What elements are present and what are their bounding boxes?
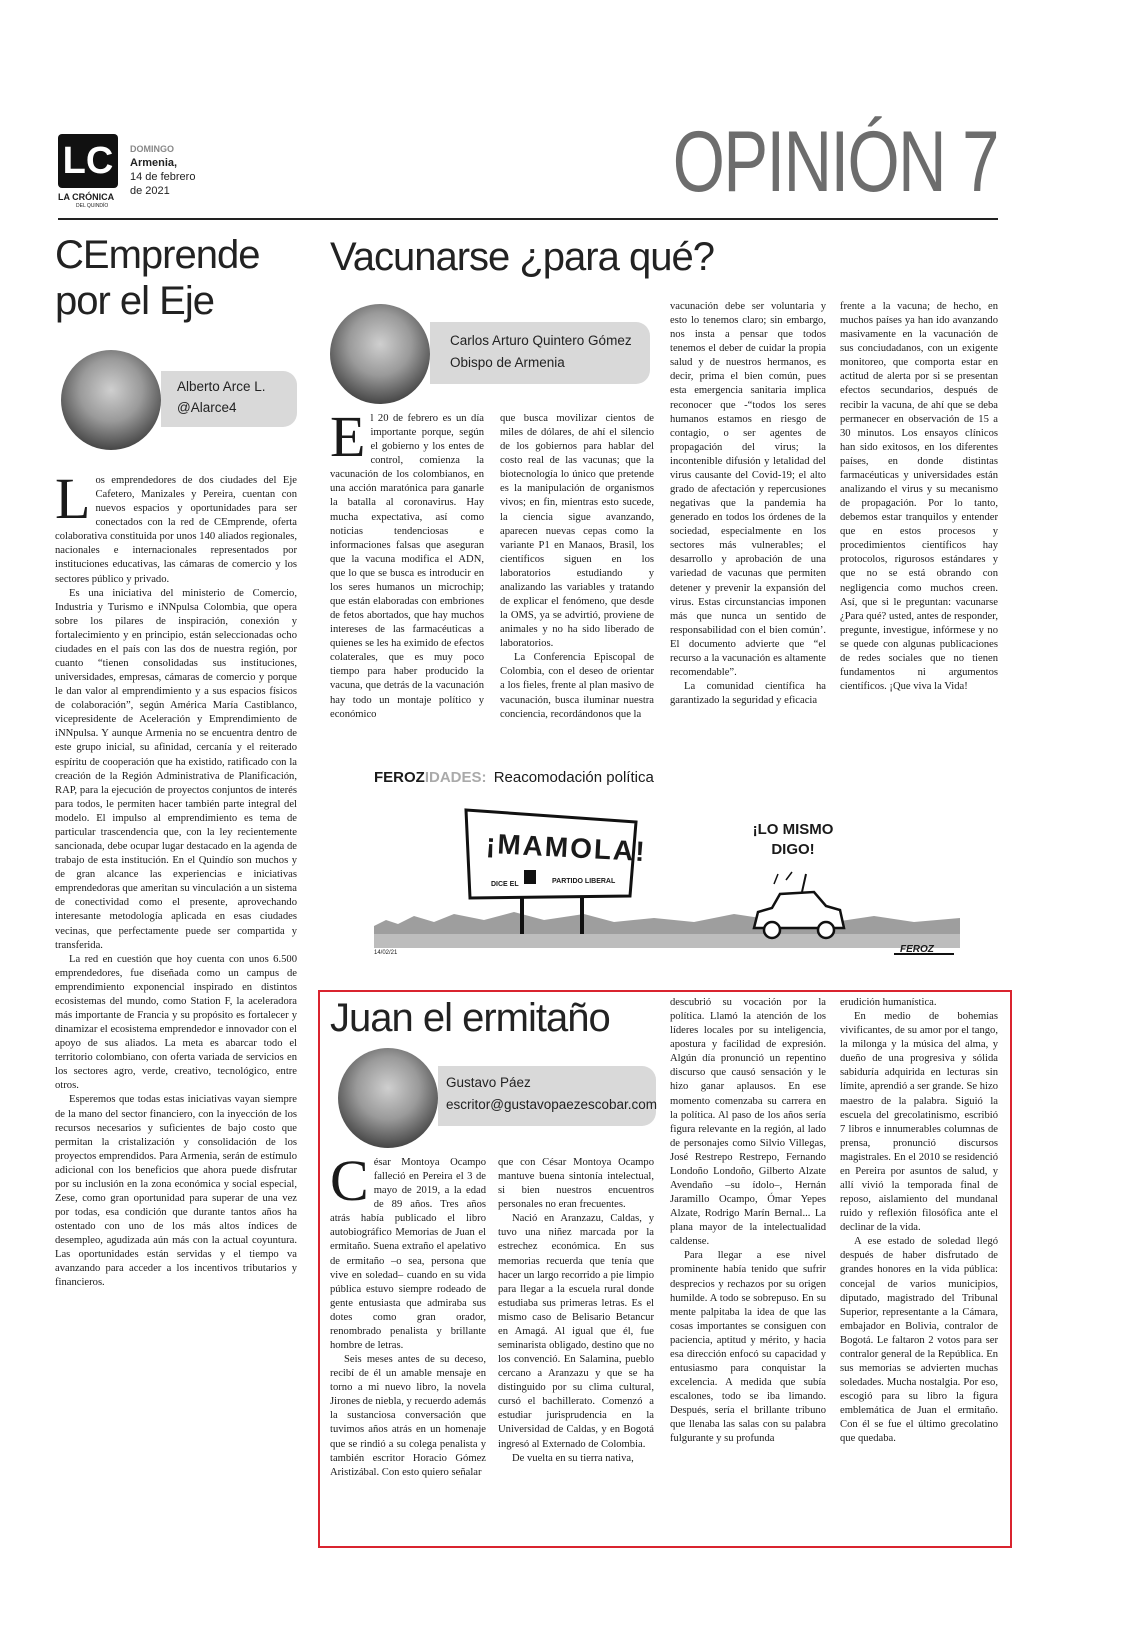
author-name: Gustavo Páez: [446, 1075, 531, 1090]
paragraph: Seis meses antes de su deceso, recibí de él un amable mensaje en torno a mi nuevo libro, la novela Jirones de niebla, y recuerdo además la sustanciosa conversación que tuvimos años atrás en un homenaje que se rindió a su colega penalista y también escritor Horacio Gómez Aristizábal. Con esto quiero señalar: [330, 1354, 486, 1478]
masthead-rule: [58, 218, 998, 220]
author-bio: [430, 322, 650, 384]
article-juan-ermitano: [330, 994, 1002, 1542]
logo: [58, 134, 124, 208]
cartoon: [374, 768, 960, 978]
author-photo: [330, 304, 430, 404]
article-column: [670, 300, 826, 746]
cartoon-caption-text: Reacomodación política: [493, 769, 654, 786]
cartoon-label-bold: FEROZ: [374, 769, 425, 786]
paragraph: A ese estado de soledad llegó después de haber disfrutado de grandes honores en la vida pública: concejal de varios municipios, diputado, magistrado del Tribunal Superior, representante a la Cámara, embajador en Bolivia, contralor de Bogotá. Le faltaron 2 votos para ser contralor general de la República. En sus memorias se advierten muchas soledades. Mucha nostalgia. Por eso, escogió para su libro la figura emblemática de Juan el ermitaño. Con él se fue el último grecolatino que quedaba.: [840, 1236, 998, 1445]
speech-text: ¡LO MISMO DIGO!: [752, 821, 834, 858]
article-column: [498, 1156, 654, 1502]
cartoon-caption: [374, 768, 960, 788]
article-column: [500, 412, 654, 746]
paragraph: frente a la vacuna; de hecho, en muchos países ya han ido avanzando masivamente en la vacunación de sus conciudadanos, con un exigente monitoreo, que comporta estar en actitud de alerta por si se presentan efectos secundarios, después de recibir la vacuna, de ahí que se deba permanecer en observación de 15 a 30 minutos. Los ensayos clínicos han sido exitosos, en los diferentes países, en donde distintas farmacéuticas y universidades están analizando el virus y su mecanismo de propagación. Por lo tanto, debemos estar tranquilos y entender que en estos procesos y procedimientos científicos hay protocolos, rigurosos estándares y que no se está obrando con negligencia como muchos creen. Así, que si le preguntan: vacunarse ¿Para qué? usted, antes de responder, pregunte, investigue, infórmese y no se quede con algunas publicaciones de redes sociales que no tienen fundamentos ni argumentos científicos. ¡Que viva la Vida!: [840, 301, 998, 693]
paragraph: Nació en Aranzazu, Caldas, y tuvo una niñez marcada por la estrechez económica. En sus memorias recuerda que tenía que hacer un largo recorrido a pie limpio para llegar a la escuela rural donde estudiaba sus primeras letras. Es el mismo caso de Belisario Betancur en Amagá. Al igual que él, fue seminarista obligado, destino que no los convenció. En Salamina, pueblo cercano a Aranzazu y que se ha distinguido por su clima cultural, cursó el bachillerato. Comenzó a estudiar jurisprudencia en la Universidad de Caldas, y en Bogotá ingresó al Externado de Colombia.: [498, 1213, 654, 1450]
cartoon-date-tag: 14/02/21: [374, 950, 398, 956]
paragraph: l 20 de febrero es un día importante porque, según el gobierno y los entes de control, comienza la vacunación de los colombianos, en una acción maratónica para ganarle la batalla al coronavirus. Hay mucha expectativa, así como noticias tendenciosas e informaciones falsas que aseguran que la vacuna modifica el ADN, que lo que se busca es introducir en los seres humanos un microchip; que están elaboradas con embriones de fetos abortados, que hay muchos intereses de las farmacéuticas a quienes se les ha eximido de efectos colaterales, que es muy poco tiempo para haber producido la vacuna, que detrás de la vacunación hay todo un montaje político y económico: [330, 413, 484, 720]
paragraph: La comunidad científica ha garantizado la seguridad y eficacia: [670, 681, 826, 707]
article-column: [670, 996, 826, 1502]
paragraph: Es una iniciativa del ministerio de Comercio, Industria y Turismo e iNNpulsa Colombia, que opera sobre los pilares de inspiración, conexión y fortalecimiento y en principio, están seleccionadas ocho ciudades en el país con las dos de nuestra región, por cuanto “tienen consolidadas sus instituciones, universidades, empresas, cámaras de comercio y porque le dan valor al emprendimiento y a sus espacios físicos de colaboración”, según América María Castiblanco, vicepresidente de Aceleración y Emprendimiento de iNNpulsa. Y aunque Armenia no se encuentra dentro de este grupo inicial, su afinidad, cercanía y el reiterado espíritu de cooperación que ha existido, ratificado con la creación de la Región Administrativa de Planificación, RAP, para la ejecución de proyectos conjuntos de interés para todos, le permiten hacer también parte integral del modelo. El impulso al emprendimiento es tema de particular trascendencia que, con la ley recientemente sancionada, debe ocupar lugar destacado en la agenda de trabajo de esta institución. En el Quindío son muchos y de gran alcance las experiencias e iniciativas emprendedoras que ameritan su vinculación a un sistema de conectividad como el presente, aprovechando interesante metodología aplicada en esas ciudades vecinas, que perfectamente puede ser compartida y transferida.: [55, 587, 297, 951]
cartoon-drawing: [374, 794, 960, 974]
paragraph: descubrió su vocación por la política. Llamó la atención de los líderes locales por su inteligencia, apostura y facilidad de expresión. Algún día pronunció un repentino discurso que causó sensación y le hizo ganar aplausos. En ese momento comenzaba su carrera en la política. Al paso de los años sería figura relevante en la región, al lado de personajes como Silvio Villegas, José Restrepo Restrepo, Fernando Londoño Londoño, Gilberto Alzate Avendaño –su ídolo–, Hernán Jaramillo Ocampo, Ómar Yepes Alzate, Rodrigo Marín Bernal... La plana mayor de la intelectualidad caldense.: [670, 997, 826, 1248]
billboard-text: ¡MAMOLA!: [485, 827, 648, 868]
cartoon-signature: FEROZ: [900, 944, 934, 955]
column-article-cemprende: [55, 232, 299, 1612]
article-title: Juan el ermitaño: [330, 996, 610, 1040]
dateline-city: Armenia,: [130, 157, 178, 169]
paragraph: erudición humanística.: [840, 997, 937, 1008]
drop-cap: C: [330, 1156, 369, 1213]
author-photo: [338, 1048, 438, 1148]
drop-cap: E: [330, 412, 366, 469]
dateline: [130, 142, 195, 198]
masthead: [58, 114, 998, 221]
author-role: Obispo de Armenia: [450, 355, 565, 370]
billboard-small-right: PARTIDO LIBERAL: [552, 878, 616, 885]
article-title-line1: CEmprende: [55, 233, 260, 277]
article-column: [840, 996, 998, 1502]
dateline-date: 14 de febrero: [130, 171, 196, 183]
logo-letters: LC: [58, 134, 118, 188]
article-vacunarse: [330, 232, 1000, 752]
drop-cap: L: [55, 466, 91, 531]
author-email: escritor@gustavopaezescobar.com: [446, 1097, 658, 1112]
paragraph: vacunación debe ser voluntaria y esto lo tenemos claro; sin embargo, nos insta a pensar que todos tenemos el deber de cuidar la propia salud y de nuestros hermanos, es decir, prima el bien común, pues esta emergencia sanitaria implica reconocer que -“todos los seres humanos estamos en riesgo de contagio, o ser agentes de propagación del virus; la incontenible difusión y letalidad del virus causante del Covid-19; el alto grado de afectación y repercusiones negativas que la pandemia ha generado en todos los órdenes de la sociedad, especialmente en los sectores más vulnerables; el desarrollo y aprobación de una variedad de vacunas que permiten detener y prevenir la expansión del virus. Estas circunstancias imponen más que nunca un sentido de responsabilidad con el bien común’. El documento advierte que “el recurso a la vacunación es altamente recomendable”.: [670, 301, 826, 679]
dateline-year: de 2021: [130, 185, 170, 197]
author-bio: [438, 1066, 656, 1126]
article-column: [840, 300, 998, 746]
paragraph: Para llegar a ese nivel prominente había tenido que sufrir desprecios y rechazos por su origen humilde. A todo se sobrepuso. En su mente palpitaba la idea de que las cosas importantes se consiguen con paciencia, aptitud y mérito, y hacia esa dirección enfocó su capacidad y entusiasmo para conquistar la excelencia. A medida que subía escalones, todo se iba limando. Después, sería el brillante tribuno que llenaba las salas con su palabra fulgurante y su profunda: [670, 1250, 826, 1445]
article-title: Vacunarse ¿para qué?: [330, 235, 714, 279]
paragraph: ésar Montoya Ocampo falleció en Pereira el 3 de mayo de 2019, a la edad de 89 años. Tres años atrás había publicado el libro autobiográfico Memorias de Juan el ermitaño. Suena extraño el apelativo de ermitaño –o sea, persona que vive en soledad– cuando en su vida pública estuvo siempre rodeado de gente entusiasta que admiraba sus dotes como gran orador, renombrado penalista y brillante hombre de letras.: [330, 1157, 486, 1352]
logo-name: LA CRÓNICA: [58, 192, 115, 202]
dateline-day: DOMINGO: [130, 144, 174, 154]
paragraph: La red en cuestión que hoy cuenta con unos 6.500 emprendedores, fue diseñada como un campus de emprendimiento exponencial inspirado en distintos ecosistemas del mundo, como Station F, la aceleradora más importante de Francia y su propósito es fortalecer y dinamizar el ecosistema emprendedor e innovador con el apoyo de sus aliados. La meta es abarcar todo el territorio colombiano, con oferta variada de servicios en los sectores agro, verde, creativo, tecnológico, entre otros.: [55, 953, 297, 1092]
author-handle: @Alarce4: [177, 400, 237, 415]
paragraph: que con César Montoya Ocampo mantuve buena sintonía intelectual, si bien nuestros encuentros personales no eran frecuentes.: [498, 1157, 654, 1211]
paragraph: En medio de bohemias vivificantes, de su amor por el tango, la milonga y la música del alma, y dueño de una progresiva y sólida sabiduría adquirida en lecturas sin límite, aprendió a ser grande. Se hizo maestro de la palabra. Siguió la escuela del grecolatinismo, escribió 7 libros e innumerables columnas de prensa, pronunció discursos magistrales. En el 2010 se residenció en Pereira por asuntos de salud, y allí vivió la temporada final de reposo, aislamiento del mundanal ruido y reflexión filosófica ante el declinar de la vida.: [840, 1011, 998, 1234]
article-column: [330, 412, 484, 746]
author-name: Carlos Arturo Quintero Gómez: [450, 333, 632, 348]
cartoon-label-light: IDADES:: [424, 769, 487, 786]
author-name: Alberto Arce L.: [177, 379, 266, 394]
paragraph: que busca movilizar cientos de miles de dólares, de ahí el silencio de los gobiernos para hablar del costo real de las vacunas; que la biotecnología lo único que pretende es la manipulación de organismos vivos; en fin, mientras esto sucede, la ciencia sigue avanzando, aparecen nuevas cepas como la variante P1 en Manaos, Brasil, los científicos siguen en los laboratorios estudiando y analizando las variables y tratando de explicar el fenómeno, que desde la OMS, ya se advirtió, proviene de animales y no ha sido liberado de laboratorios.: [500, 413, 654, 650]
logo-subname: DEL QUINDÍO: [76, 203, 109, 209]
paragraph: La Conferencia Episcopal de Colombia, con el deseo de orientar a los fieles, frente al plan masivo de vacunación, busca iluminar nuestra conciencia, recordándonos que la: [500, 652, 654, 720]
article-column: [330, 1156, 486, 1502]
section-title: OPINIÓN 7: [672, 114, 998, 210]
billboard-small-left: DICE EL: [491, 881, 519, 888]
author-photo: [61, 350, 161, 450]
paragraph: Esperemos que todas estas iniciativas vayan siempre de la mano del sector financiero, con la inyección de los recursos necesarios y suficientes de bajo costo que permitan la cristalización y consolidación de los proyectos emprendidos. Para Armenia, serán de estímulo adicional con los beneficios que ahora puede disfrutar por su inclusión en la zona económica y social especial, Zese, como gran oportunidad para superar de una vez por todas, esa condición que durante tantos años ha ostentado con uno de los más altos índices de desempleo, agudizada aún más con la actual coyuntura. Las oportunidades están servidas y el tiempo va avanzando para acceder a los incentivos tributarios y financieros.: [55, 1094, 297, 1289]
article-title-line2: por el Eje: [55, 279, 214, 323]
author-bio: [161, 371, 297, 427]
paragraph: os emprendedores de dos ciudades del Eje Cafetero, Manizales y Pereira, cuentan con nuevos espacios y oportunidades para ser conectados con la red de CEmprende, oferta colaborativa constituida por unos 140 aliados regionales, nacionales e internacionales representados por instituciones educativas, las cámaras de comercio y los sectores público y privado.: [55, 475, 297, 585]
article-body: [55, 466, 297, 1291]
paragraph: De vuelta en su tierra nativa,: [512, 1452, 634, 1464]
article-title: [55, 232, 299, 324]
